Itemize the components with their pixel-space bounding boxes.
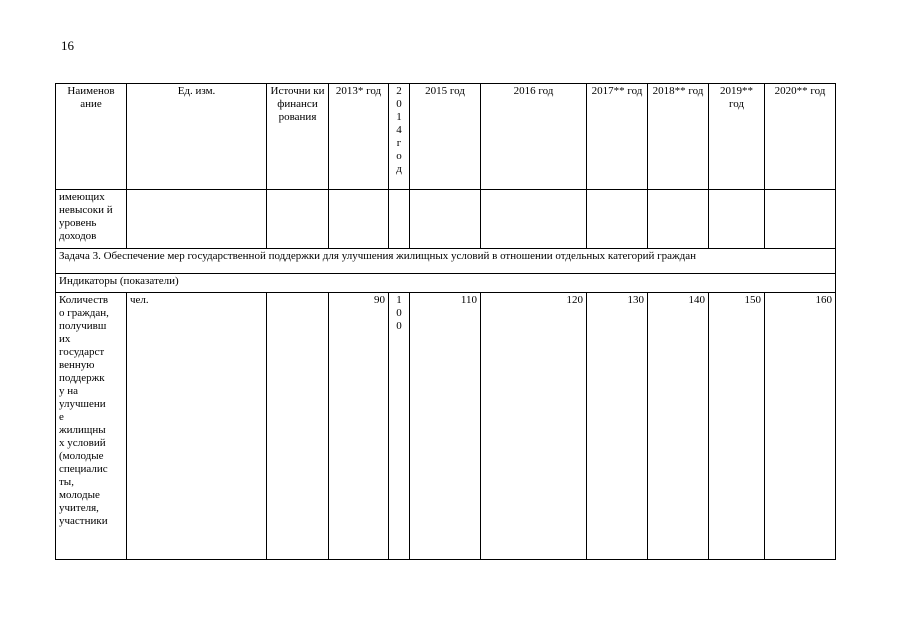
header-2017: 2017** год [587, 84, 648, 190]
header-2013: 2013* год [329, 84, 389, 190]
header-name: Наименов ание [56, 84, 127, 190]
row-name: Количеств о граждан, получивш их государст венную поддержк у на улучшени е жилищны х условий (молодые специалис ты, молодые учителя, участники [56, 293, 127, 560]
value-2014: 1 0 0 [389, 293, 410, 560]
indicators-row [56, 274, 836, 293]
indicators-title: Индикаторы (показатели) [56, 274, 836, 293]
header-2016: 2016 год [481, 84, 587, 190]
value-2016: 120 [481, 293, 587, 560]
value-2019: 150 [709, 293, 765, 560]
continuation-row [56, 190, 836, 249]
value-2013: 90 [329, 293, 389, 560]
table-row [56, 293, 836, 560]
task-row [56, 249, 836, 274]
continuation-name: имеющих невысоки й уровень доходов [56, 190, 127, 249]
value-2017: 130 [587, 293, 648, 560]
header-2020: 2020** год [765, 84, 836, 190]
header-2014: 2 0 1 4 г о д [389, 84, 410, 190]
header-row [56, 84, 836, 190]
value-2020: 160 [765, 293, 836, 560]
task-title: Задача 3. Обеспечение мер государственной поддержки для улучшения жилищных условий в отношении отдельных категорий граждан [56, 249, 836, 274]
value-2018: 140 [648, 293, 709, 560]
header-2015: 2015 год [410, 84, 481, 190]
header-source: Источни ки финанси рования [267, 84, 329, 190]
header-unit: Ед. изм. [127, 84, 267, 190]
page-number: 16 [61, 38, 74, 53]
header-2019: 2019** год [709, 84, 765, 190]
row-unit: чел. [127, 293, 267, 560]
header-2018: 2018** год [648, 84, 709, 190]
indicators-table [55, 83, 836, 560]
row-source [267, 293, 329, 560]
value-2015: 110 [410, 293, 481, 560]
